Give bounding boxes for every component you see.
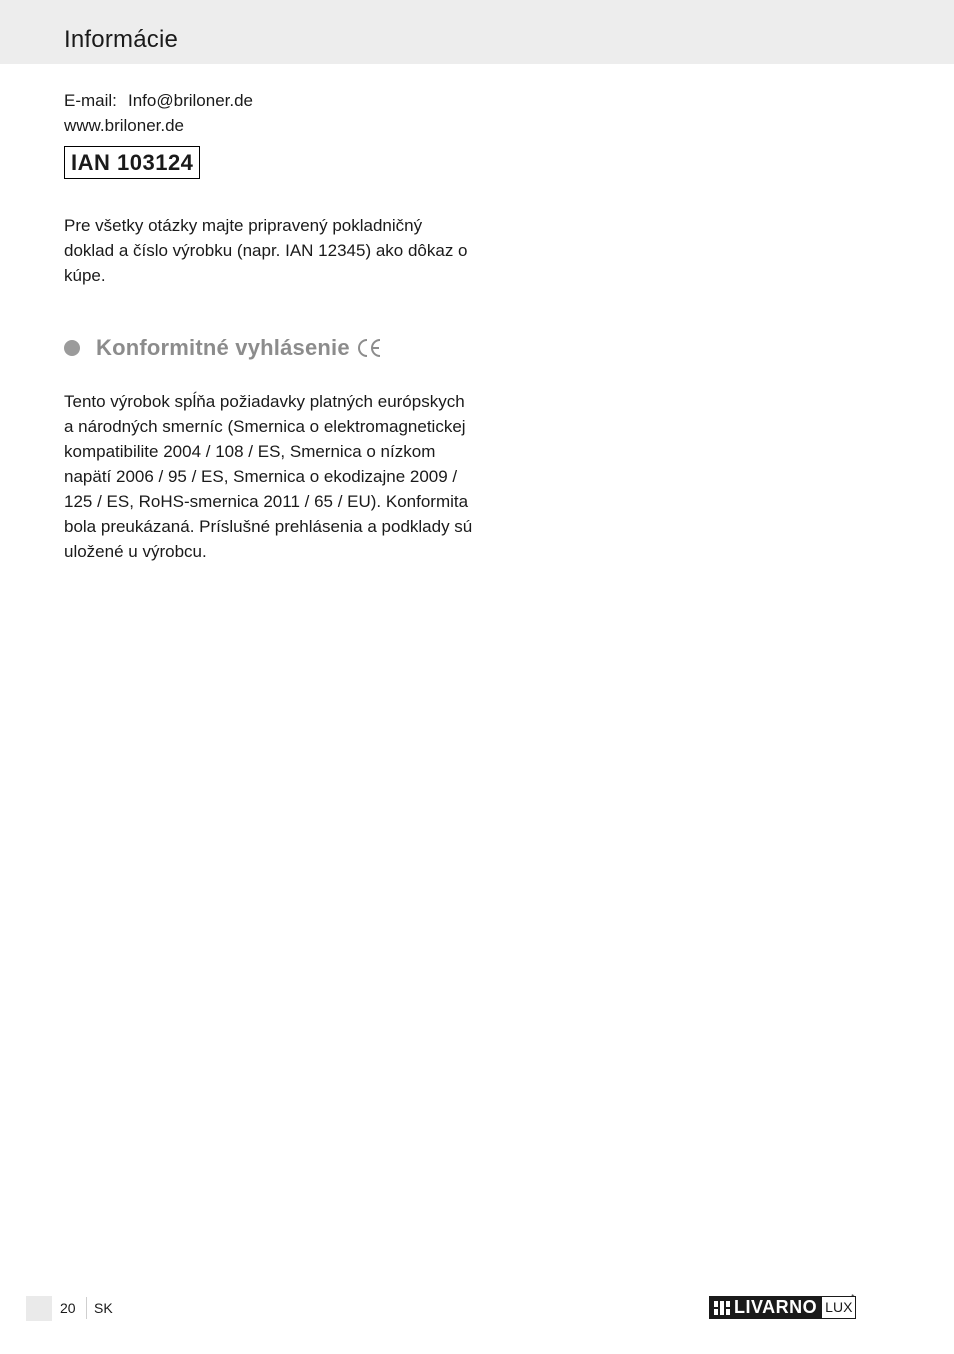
contact-block [64, 88, 253, 138]
logo-grid-icon [714, 1301, 730, 1315]
conformity-title: Konformitné vyhlásenie [96, 335, 350, 360]
logo-sub-text: LUX [825, 1299, 853, 1315]
ce-mark-icon [356, 337, 384, 359]
email-value: Info@briloner.de [128, 91, 254, 110]
language-code: SK [94, 1300, 113, 1316]
email-line [64, 88, 253, 113]
footer-box [26, 1296, 52, 1321]
footer-divider [86, 1297, 87, 1319]
bullet-icon [64, 340, 80, 356]
conformity-heading [64, 333, 384, 363]
conformity-text: Tento výrobok spĺňa požiadavky platných európskych a národných smerníc (Smernica o elektromagnetickej kompatibilite 2004 / 108 / ES, Smernica o nízkom napätí 2006 / 95 / ES, Smernica o ekodizajne 2009 / 125 / ES, RoHS-smernica 2011 / 65 / EU). Konformita bola preukázaná. Príslušné prehlásenia a podklady sú uložené u výrobcu. [64, 392, 473, 561]
logo-sub [821, 1293, 856, 1319]
logo-brand: LIVARNO [734, 1297, 818, 1317]
email-label: E-mail: [64, 91, 117, 110]
ian-box: IAN 103124 [64, 146, 200, 179]
logo-star: * [851, 1293, 855, 1302]
receipt-note: Pre všetky otázky majte pripravený pokladničný doklad a číslo výrobku (napr. IAN 12345) ako dôkaz o kúpe. [64, 216, 468, 285]
logo-main [709, 1296, 821, 1319]
website: www.briloner.de [64, 116, 185, 135]
page-title: Informácie [64, 26, 179, 53]
livarno-lux-logo [709, 1293, 856, 1319]
page-number: 20 [60, 1300, 76, 1316]
